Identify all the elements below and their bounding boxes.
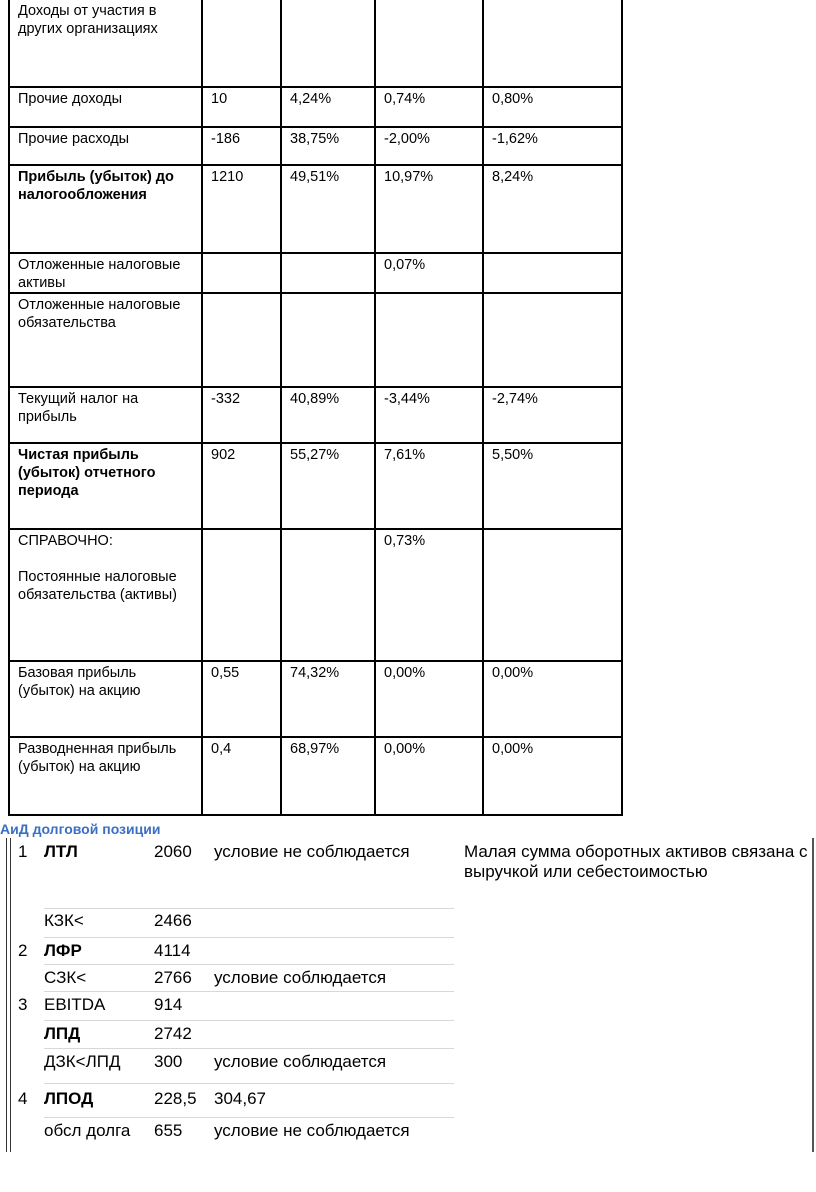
share-cell-2: 5,50% bbox=[483, 443, 622, 529]
value-cell: 902 bbox=[202, 443, 281, 529]
table-row bbox=[9, 387, 622, 443]
share-cell-1: -3,44% bbox=[375, 387, 483, 443]
row-divider bbox=[44, 964, 454, 965]
row-divider bbox=[44, 937, 454, 938]
value-cell: 0,4 bbox=[202, 737, 281, 815]
item-value: 2766 bbox=[154, 968, 192, 987]
item-number: 3 bbox=[18, 995, 28, 1014]
share-cell-2 bbox=[483, 529, 622, 661]
table-row bbox=[9, 443, 622, 529]
item-number: 1 bbox=[18, 842, 28, 861]
table-row bbox=[9, 0, 622, 87]
item-value: 4114 bbox=[154, 941, 191, 960]
growth-cell: 38,75% bbox=[281, 127, 375, 165]
item-value: 300 bbox=[154, 1052, 183, 1071]
share-cell-2: 0,00% bbox=[483, 661, 622, 737]
table-row bbox=[9, 737, 622, 815]
item-condition: условие соблюдается bbox=[214, 968, 387, 987]
share-cell-2 bbox=[483, 0, 622, 87]
item-condition: условие соблюдается bbox=[214, 1052, 387, 1071]
item-number: 4 bbox=[18, 1089, 28, 1108]
item-name: СЗК< bbox=[44, 968, 87, 987]
item-name: ЛПОД bbox=[44, 1089, 94, 1108]
item-value: 914 bbox=[154, 995, 183, 1014]
share-cell-2 bbox=[483, 253, 622, 293]
section-heading: АиД долговой позиции bbox=[0, 821, 161, 837]
row-divider bbox=[44, 1048, 454, 1049]
growth-cell: 74,32% bbox=[281, 661, 375, 737]
share-cell-2: 8,24% bbox=[483, 165, 622, 253]
table-row bbox=[9, 293, 622, 387]
growth-cell: 55,27% bbox=[281, 443, 375, 529]
share-cell-1: 10,97% bbox=[375, 165, 483, 253]
growth-cell: 4,24% bbox=[281, 87, 375, 127]
frame-left-border bbox=[6, 838, 11, 1152]
row-divider bbox=[44, 1083, 454, 1084]
item-name: ЛФР bbox=[44, 941, 82, 960]
share-cell-1: -2,00% bbox=[375, 127, 483, 165]
item-condition: условие не соблюдается bbox=[214, 1121, 410, 1140]
item-value: 228,5 bbox=[154, 1089, 197, 1108]
row-label: Чистая прибыль (убыток) отчетного периода bbox=[9, 443, 202, 529]
value-cell bbox=[202, 0, 281, 87]
item-name: EBITDA bbox=[44, 995, 106, 1014]
share-cell-1: 0,74% bbox=[375, 87, 483, 127]
row-label: Прочие доходы bbox=[9, 87, 202, 127]
row-label: Разводненная прибыль (убыток) на акцию bbox=[9, 737, 202, 815]
item-value: 2466 bbox=[154, 911, 192, 930]
share-cell-2: 0,80% bbox=[483, 87, 622, 127]
row-divider bbox=[44, 908, 454, 909]
share-cell-1: 7,61% bbox=[375, 443, 483, 529]
growth-cell bbox=[281, 0, 375, 87]
value-cell bbox=[202, 253, 281, 293]
item-value: 2060 bbox=[154, 842, 192, 861]
table-row bbox=[9, 661, 622, 737]
row-label: Отложенные налоговые активы bbox=[9, 253, 202, 293]
table-row bbox=[9, 127, 622, 165]
value-cell: 1210 bbox=[202, 165, 281, 253]
value-cell bbox=[202, 529, 281, 661]
row-divider bbox=[44, 1117, 454, 1118]
item-name: ЛТЛ bbox=[44, 842, 78, 861]
value-cell: 10 bbox=[202, 87, 281, 127]
growth-cell bbox=[281, 293, 375, 387]
row-label: Отложенные налоговые обязательства bbox=[9, 293, 202, 387]
share-cell-2: -2,74% bbox=[483, 387, 622, 443]
table-row bbox=[9, 165, 622, 253]
value-cell: -186 bbox=[202, 127, 281, 165]
item-name: ДЗК<ЛПД bbox=[44, 1052, 121, 1071]
value-cell: 0,55 bbox=[202, 661, 281, 737]
row-divider bbox=[44, 1020, 454, 1021]
row-label: СПРАВОЧНО: Постоянные налоговые обязательства (активы) bbox=[9, 529, 202, 661]
share-cell-1: 0,00% bbox=[375, 737, 483, 815]
row-label: Прочие расходы bbox=[9, 127, 202, 165]
table-row bbox=[9, 529, 622, 661]
item-number: 2 bbox=[18, 941, 28, 960]
table-row bbox=[9, 87, 622, 127]
item-name: ЛПД bbox=[44, 1024, 81, 1043]
share-cell-2 bbox=[483, 293, 622, 387]
share-cell-1: 0,00% bbox=[375, 661, 483, 737]
item-condition: условие не соблюдается bbox=[214, 842, 410, 861]
row-label: Базовая прибыль (убыток) на акцию bbox=[9, 661, 202, 737]
item-value: 2742 bbox=[154, 1024, 192, 1043]
value-cell bbox=[202, 293, 281, 387]
frame-right-border bbox=[812, 838, 814, 1152]
growth-cell: 40,89% bbox=[281, 387, 375, 443]
row-label: Прибыль (убыток) до налогообложения bbox=[9, 165, 202, 253]
share-cell-2: -1,62% bbox=[483, 127, 622, 165]
note-text: Малая сумма оборотных активов связана с выручкой или себестоимостью bbox=[464, 842, 808, 881]
share-cell-2: 0,00% bbox=[483, 737, 622, 815]
share-cell-1 bbox=[375, 0, 483, 87]
growth-cell bbox=[281, 253, 375, 293]
share-cell-1: 0,73% bbox=[375, 529, 483, 661]
item-name: обсл долга bbox=[44, 1121, 131, 1140]
item-value: 655 bbox=[154, 1121, 183, 1140]
growth-cell: 68,97% bbox=[281, 737, 375, 815]
table-row bbox=[9, 253, 622, 293]
value-cell: -332 bbox=[202, 387, 281, 443]
share-cell-1 bbox=[375, 293, 483, 387]
growth-cell: 49,51% bbox=[281, 165, 375, 253]
share-cell-1: 0,07% bbox=[375, 253, 483, 293]
row-label: Текущий налог на прибыль bbox=[9, 387, 202, 443]
item-name: КЗК< bbox=[44, 911, 84, 930]
item-condition: 304,67 bbox=[214, 1089, 266, 1108]
financial-results-table bbox=[8, 0, 623, 816]
growth-cell bbox=[281, 529, 375, 661]
row-label: Доходы от участия в других организациях bbox=[9, 0, 202, 87]
row-divider bbox=[44, 991, 454, 992]
